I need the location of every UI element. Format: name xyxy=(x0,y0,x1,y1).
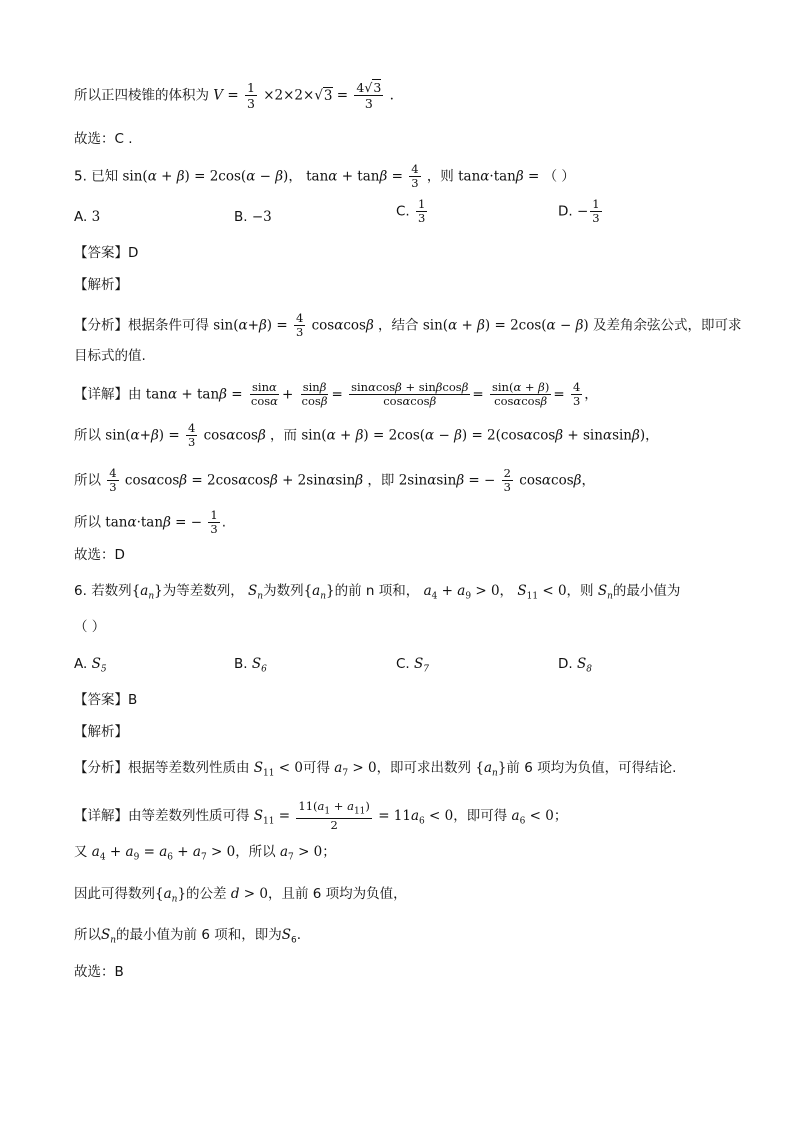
q6-line3: 因此可得数列$\{a_n\}$的公差 d > 0，且前 6 项均为负值， xyxy=(74,886,407,905)
q5-step3: 所以 $\frac{4}{3}$ cosαcosβ = 2cosαcosβ + 2sinαsinβ ，即 2sinαsinβ = − $\frac{2}{3}$ cosαcosβ， xyxy=(74,466,595,494)
q6-analysis-tag: 【解析】 xyxy=(74,724,128,740)
volume-text: 所以正四棱锥的体积为 xyxy=(74,87,209,104)
q5-xiangjie: 【详解】由 tanα + tanβ = $\frac{\sin\alpha}{\cos\alpha}$ + $\frac{\sin\beta}{\cos\beta}$ = $\frac{\sin\alpha\cos\beta + \sin\beta\cos\beta}{\cos\alpha\cos\beta}$ = $\frac{\sin(\alpha + \beta)}{\cos\alpha\cos\beta}$ = $\frac{4}{3}$ ， xyxy=(74,380,598,408)
q5-final: 故选：D xyxy=(74,547,125,563)
q6-option-d: D. $S_8$ xyxy=(558,656,592,675)
fraction: $\frac{1}{3}$ xyxy=(246,80,255,111)
q6-fenxi: 【分析】根据等差数列性质由 $S_{11} < 0$可得 $a_7 > 0$，即可求出数列 $\{a_n\}$前 6 项均为负值，可得结论. xyxy=(74,760,677,779)
q5-option-a: A. 3 xyxy=(74,209,101,225)
q6-final: 故选：B xyxy=(74,964,124,980)
q5-option-b: B. −3 xyxy=(234,209,272,225)
q5-fenxi-cont: 目标式的值. xyxy=(74,348,146,364)
q5-answer: 【答案】D xyxy=(74,245,139,261)
q6-stem-paren: （ ） xyxy=(74,619,106,635)
q6-answer: 【答案】B xyxy=(74,692,138,708)
q5-fenxi: 【分析】根据条件可得 sin(α+β) = $\frac{4}{3}$ cosαcosβ ，结合 sin(α + β) = 2cos(α − β) 及差角余弦公式，即可求 xyxy=(74,311,742,339)
q5-analysis-tag: 【解析】 xyxy=(74,277,128,293)
fraction: $\frac{4√3}{3}$ xyxy=(356,80,382,111)
volume-line: 所以正四棱锥的体积为 V = $\frac{1}{3}$ ×2×2×√3 = $\frac{4√3}{3}$ . xyxy=(74,80,394,111)
q5-stem: 5. 已知 sin(α + β) = 2cos(α − β)， tanα + tanβ = $\frac{4}{3}$ ，则 tanα·tanβ = （ ） xyxy=(74,162,575,190)
q5-step2: 所以 sin(α+β) = $\frac{4}{3}$ cosαcosβ ，而 sin(α + β) = 2cos(α − β) = 2(cosαcosβ + sinαsinβ)， xyxy=(74,421,659,449)
fraction: $\frac{4}{3}$ xyxy=(411,162,419,190)
q5-option-c: C. $\frac{1}{3}$ xyxy=(396,197,426,225)
intro-answer: 故选：C . xyxy=(74,131,133,147)
q6-stem: 6. 若数列$\{a_n\}$为等差数列， $S_n$为数列$\{a_n\}$的前 n 项和， $a_4 + a_9 > 0$， $S_{11} < 0$，则 $S_n$的最小值为 xyxy=(74,583,681,602)
q5-step4: 所以 tanα·tanβ = − $\frac{1}{3}$ . xyxy=(74,508,227,536)
q6-line4: 所以$S_n$的最小值为前 6 项和，即为$S_6$. xyxy=(74,927,301,946)
q5-option-d: D. − $\frac{1}{3}$ xyxy=(558,197,600,225)
q6-option-a: A. $S_5$ xyxy=(74,656,107,675)
q6-line2: 又 $a_4 + a_9 = a_6 + a_7 > 0$，所以 $a_7 > 0$； xyxy=(74,844,336,863)
q6-option-b: B. $S_6$ xyxy=(234,656,267,675)
q6-xiangjie: 【详解】由等差数列性质可得 $S_{11}$ = $\frac{11(a_1 + a_{11})}{2}$ = $11a_6 < 0$，即可得 $a_6 < 0$； xyxy=(74,799,568,833)
q6-option-c: C. $S_7$ xyxy=(396,656,429,675)
